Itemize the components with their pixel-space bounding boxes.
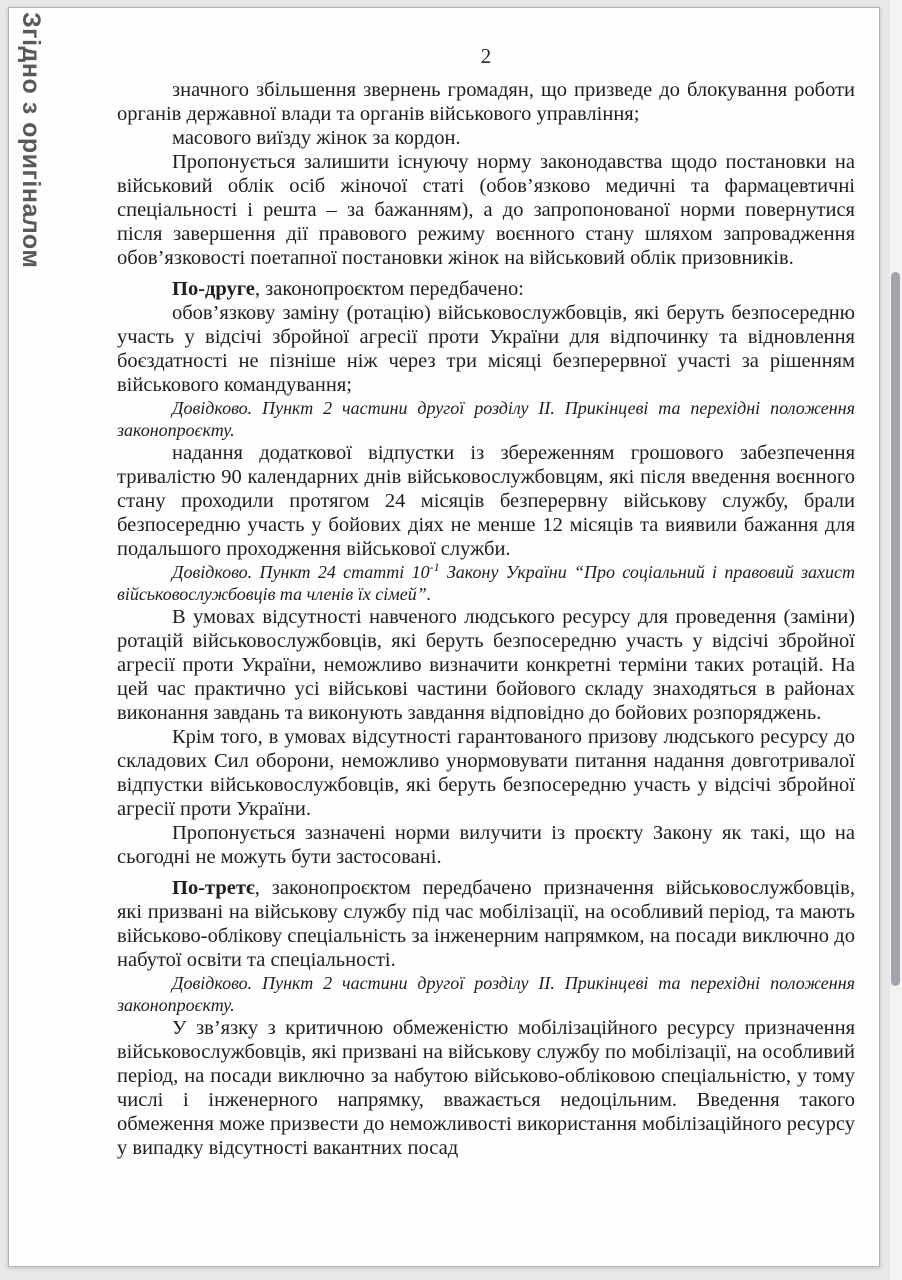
paragraph: У зв’язку з критичною обмеженістю мобілізаційного ресурсу призначення військовослужбовців, які призвані на військову службу по мобілізації, на особливий період, на посади виключно за набутою військово-обліковою спеціальністю, у тому числі і інженерного напрямку, вважається недоцільним. Введення такого обмеження може призвести до неможливості використання мобілізаційного ресурсу у випадку відсутності вакантних посад: [117, 1017, 855, 1159]
reference-note: Довідково. Пункт 2 частини другої розділу II. Прикінцеві та перехідні положення законопроєкту.: [117, 973, 855, 1015]
paragraph: По-третє, законопроєктом передбачено призначення військовослужбовців, які призвані на військову службу під час мобілізації, на особливий період, та мають військово-облікову спеціальність за інженерним напрямком, на посади виключно до набутої освіти та спеціальності.: [117, 877, 855, 971]
scrollbar-track[interactable]: [890, 0, 902, 1280]
paragraph: Пропонується залишити існуючу норму законодавства щодо постановки на військовий облік осіб жіночої статі (обов’язково медичні та фармацевтичні спеціальності і решта – за бажанням), а до запропонованої норми повернутися після завершення дії правового режиму воєнного стану шляхом запровадження обов’язковості поетапної постановки жінок на військовий облік призовників.: [117, 151, 855, 269]
paragraph: надання додаткової відпустки із збереженням грошового забезпечення тривалістю 90 календарних днів військовослужбовцям, які після введення воєнного стану проходили протягом 24 місяців безперервну військову службу, брали безпосередню участь у бойових діях не менше 12 місяців та виявили бажання для подальшого проходження військової служби.: [117, 442, 855, 560]
paragraph: Пропонується зазначені норми вилучити із проєкту Закону як такі, що на сьогодні не можуть бути застосовані.: [117, 822, 855, 868]
paragraph: значного збільшення звернень громадян, що призведе до блокування роботи органів державної влади та органів військового управління;: [117, 79, 855, 125]
page-number: 2: [480, 44, 492, 68]
paragraph: В умовах відсутності навченого людського ресурсу для проведення (заміни) ротацій військовослужбовців, які беруть безпосередню участь у відсічі збройної агресії проти України, неможливо визначити конкретні терміни таких ротацій. На цей час практично усі військові частини бойового складу знаходяться в районах виконання завдань та виконують завдання відповідно до бойових розпоряджень.: [117, 606, 855, 724]
document-body: [117, 78, 855, 1160]
scrollbar-thumb[interactable]: [891, 272, 900, 986]
paragraph: масового виїзду жінок за кордон.: [172, 127, 461, 149]
reference-note: Довідково. Пункт 24 статті $10^{-1}$ Закону України “Про соціальний і правовий захист військовослужбовців та членів їх сімей”.: [117, 560, 855, 604]
certification-stamp: Згідно з оригіналом: [17, 12, 45, 269]
paragraph: По-друге, законопроєктом передбачено:: [172, 278, 524, 300]
paragraph: обов’язкову заміну (ротацію) військовослужбовців, які беруть безпосередню участь у відсічі збройної агресії проти України для відпочинку та відновлення боєздатності не пізніше ніж через три місяці безперервної участі за рішенням військового командування;: [117, 302, 855, 396]
reference-note: Довідково. Пункт 2 частини другої розділу II. Прикінцеві та перехідні положення законопроєкту.: [117, 398, 855, 440]
paragraph: Крім того, в умовах відсутності гарантованого призову людського ресурсу до складових Сил оборони, неможливо унормовувати питання надання довготривалої відпустки військовослужбовців, які беруть безпосередню участь у відсічі збройної агресії проти України.: [117, 726, 855, 820]
